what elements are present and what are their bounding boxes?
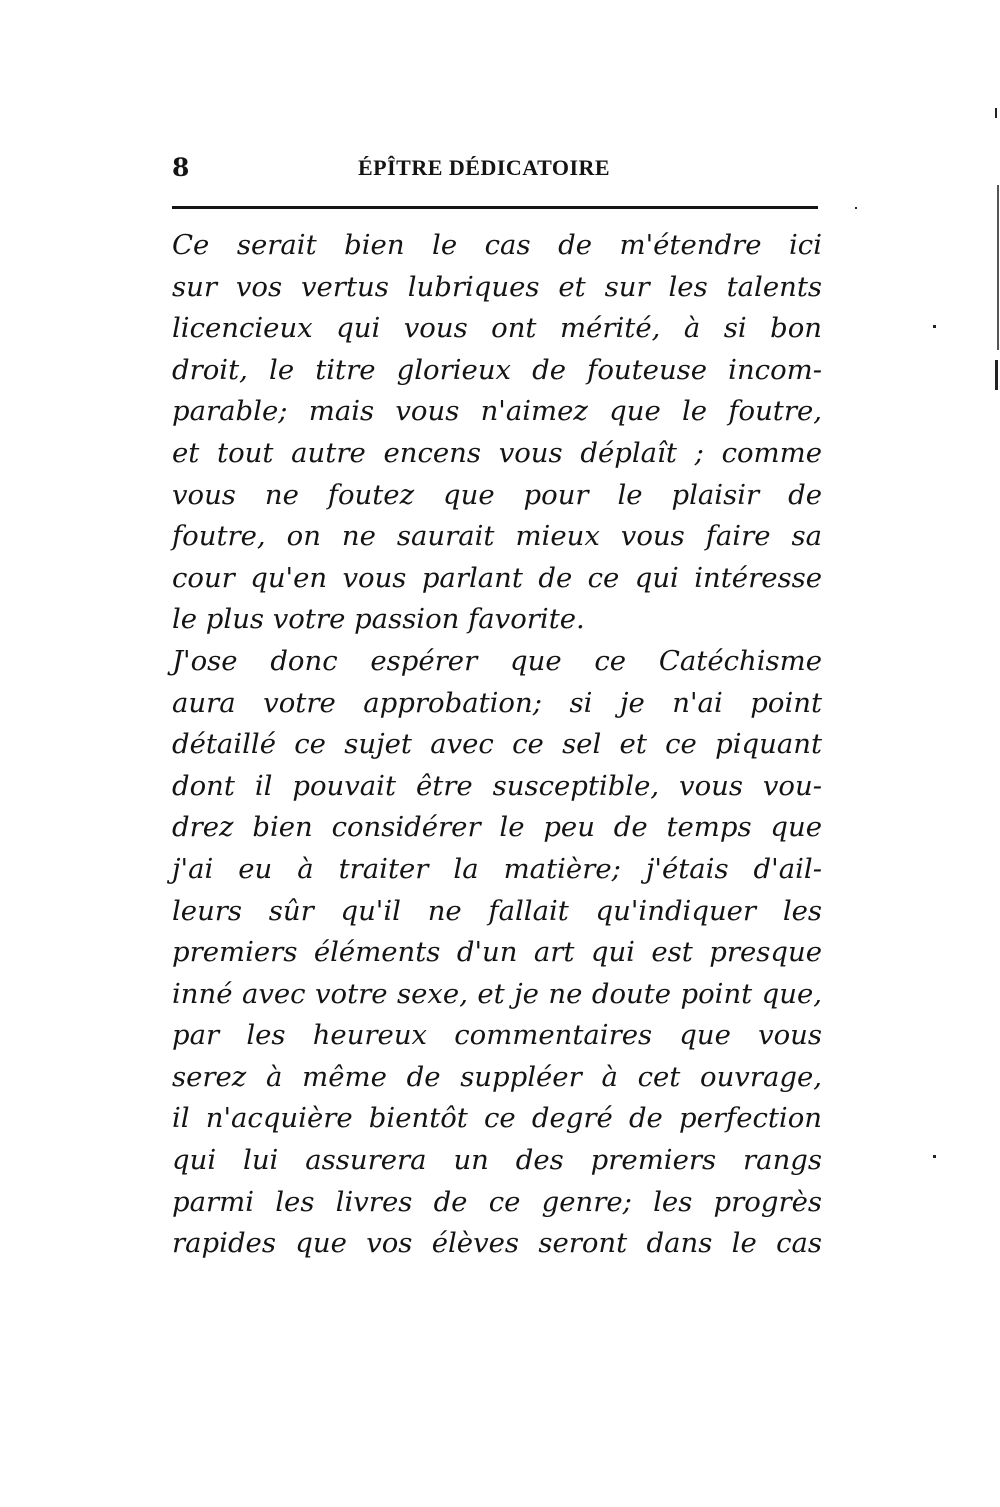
text-line: il n'acquière bientôt ce degré de perfection (172, 1102, 822, 1135)
text-line: inné avec votre sexe, et je ne doute point que, (172, 977, 822, 1010)
text-line: foutre, on ne saurait mieux vous faire sa (172, 520, 822, 553)
scan-speck (855, 207, 857, 209)
scan-speck (995, 108, 997, 118)
text-line: licencieux qui vous ont mérité, à si bon (172, 312, 822, 345)
text-line: Ce serait bien le cas de m'étendre ici (172, 229, 822, 261)
text-line: j'ai eu à traiter la matière; j'étais d'ail- (172, 852, 822, 885)
paragraph-1 (172, 225, 822, 641)
body-text (172, 225, 822, 1265)
paragraph-2 (172, 641, 822, 1265)
text-line: leurs sûr qu'il ne fallait qu'indiquer les (172, 894, 822, 927)
text-line: le plus votre passion favorite. (172, 603, 585, 636)
text-line: cour qu'en vous parlant de ce qui intéresse (172, 561, 822, 594)
text-line: droit, le titre glorieux de fouteuse incom- (172, 353, 822, 386)
text-line: dont il pouvait être susceptible, vous vou- (172, 769, 822, 802)
text-line: aura votre approbation; si je n'ai point (172, 686, 822, 719)
scan-speck (933, 325, 936, 328)
text-line: parmi les livres de ce genre; les progrès (172, 1185, 822, 1218)
page-number: 8 (172, 153, 190, 182)
text-line: et tout autre encens vous déplaît ; comme (172, 436, 822, 469)
text-line: par les heureux commentaires que vous (172, 1019, 822, 1052)
text-line: vous ne foutez que pour le plaisir de (172, 478, 822, 511)
text-line: premiers éléments d'un art qui est presque (172, 936, 822, 969)
text-line: sur vos vertus lubriques et sur les talents (172, 270, 822, 303)
scan-speck (933, 1155, 936, 1158)
text-line: J'ose donc espérer que ce Catéchisme (172, 644, 822, 677)
text-line: serez à même de suppléer à cet ouvrage, (172, 1060, 822, 1093)
text-line: parable; mais vous n'aimez que le foutre, (172, 395, 822, 428)
scan-speck (997, 185, 999, 350)
text-line: détaillé ce sujet avec ce sel et ce piquant (172, 728, 822, 761)
header-rule (172, 206, 818, 209)
text-line: drez bien considérer le peu de temps que (172, 811, 822, 844)
text-line: qui lui assurera un des premiers rangs (172, 1144, 822, 1177)
scan-speck (995, 360, 998, 390)
page-header (172, 148, 818, 188)
text-line: rapides que vos élèves seront dans le cas (172, 1227, 822, 1260)
running-title: ÉPÎTRE DÉDICATOIRE (358, 155, 611, 180)
